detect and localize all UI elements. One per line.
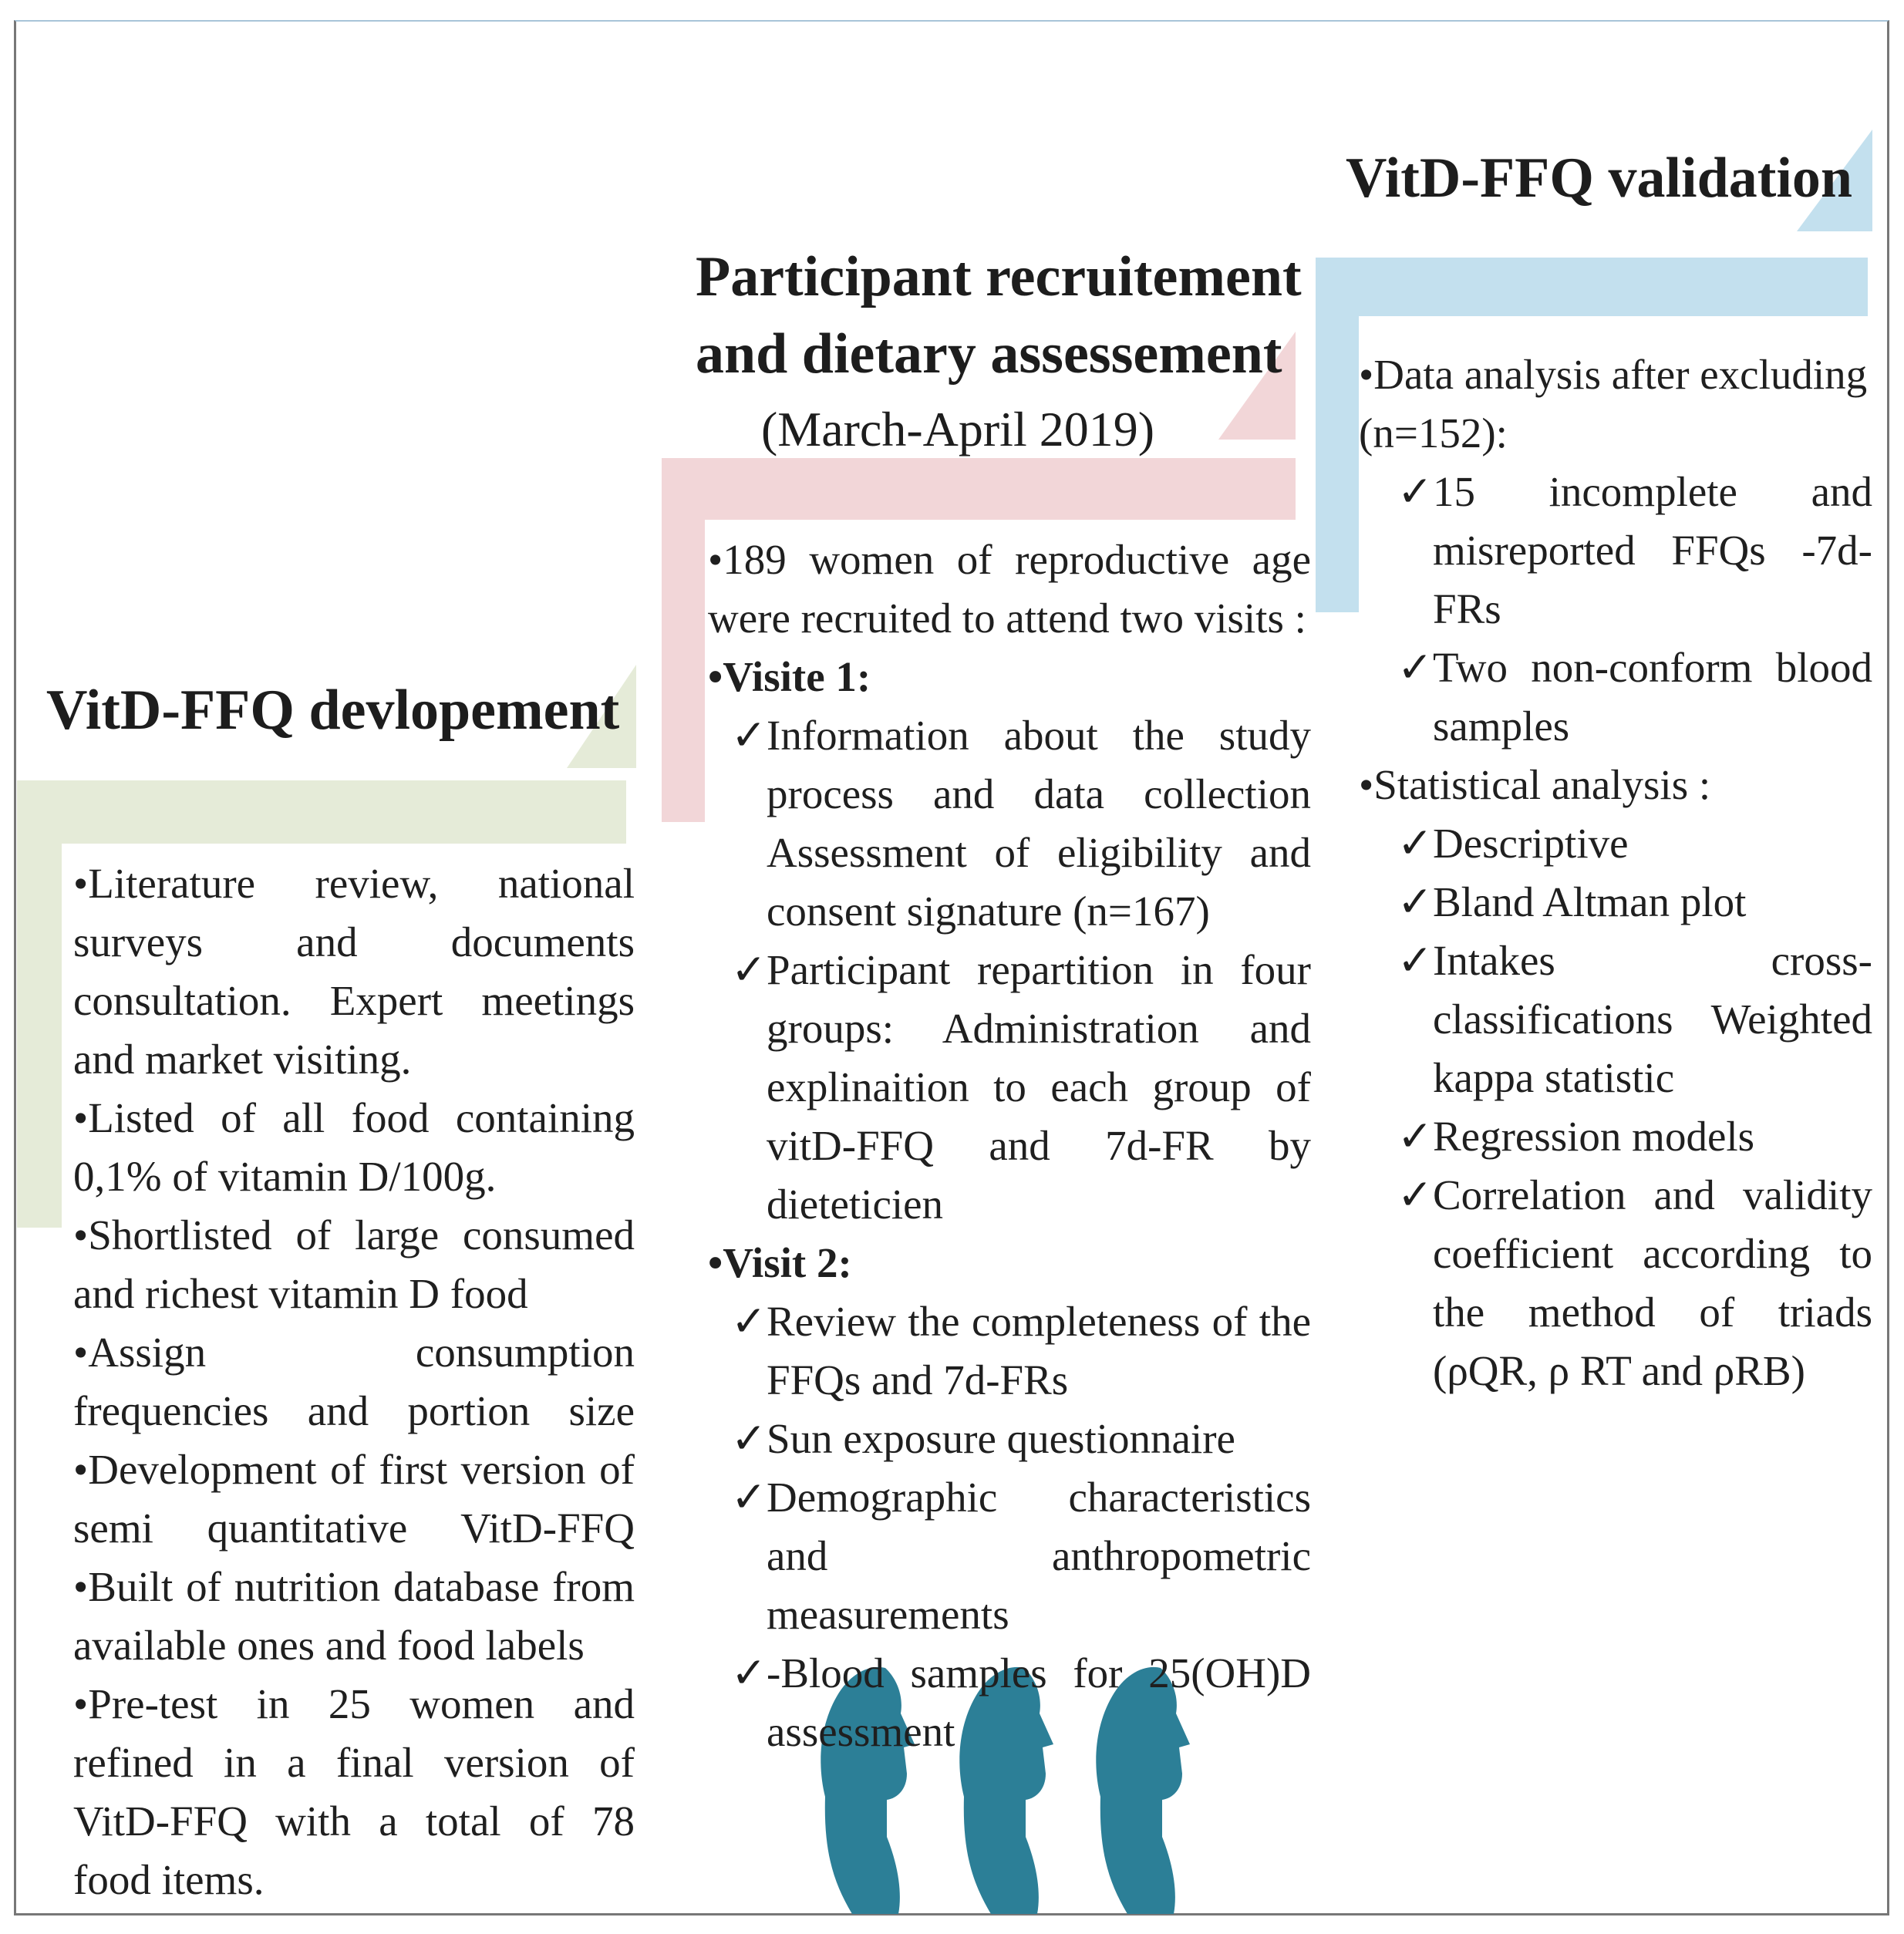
check-icon: ✓ bbox=[1397, 878, 1434, 925]
check-icon: ✓ bbox=[1397, 644, 1434, 691]
stats-item-1 bbox=[1397, 814, 1872, 873]
stats-item-1-text: Descriptive bbox=[1433, 820, 1629, 867]
check-icon: ✓ bbox=[731, 1298, 767, 1345]
visit1-item-1-text: Information about the study process and data collection Assessment of eligibility and consent signature (n=167) bbox=[767, 712, 1311, 935]
step2-subtitle: (March-April 2019) bbox=[760, 402, 1155, 457]
stats-item-3 bbox=[1397, 932, 1872, 1107]
check-icon: ✓ bbox=[731, 712, 767, 759]
data-item-1 bbox=[1397, 463, 1872, 638]
visit2-item-1-text: Review the completeness of the FFQs and 7d-FRs bbox=[767, 1298, 1311, 1403]
step1-item-1: •Literature review, national surveys and documents consultation. Expert meetings and market visiting. bbox=[73, 860, 635, 1083]
visit1-item-1 bbox=[731, 706, 1311, 941]
visit2-item-4-text: -Blood samples for 25(OH)D assessment bbox=[767, 1649, 1311, 1755]
visit2-label: •Visit 2: bbox=[708, 1239, 852, 1286]
data-item-1-text: 15 incomplete and misreported FFQs -7d-FRs bbox=[1433, 468, 1872, 632]
blue-step-band-horizontal bbox=[1316, 258, 1868, 316]
visit2-item-2 bbox=[731, 1410, 1311, 1468]
visit2-item-3-text: Demographic characteristics and anthropometric measurements bbox=[767, 1474, 1311, 1638]
step2-title-line2: and dietary assessement bbox=[696, 322, 1282, 386]
visit2-item-2-text: Sun exposure questionnaire bbox=[767, 1415, 1235, 1462]
step2-intro: •189 women of reproductive age were recruited to attend two visits : bbox=[708, 536, 1311, 642]
statistical-analysis-label: •Statistical analysis : bbox=[1359, 761, 1711, 808]
blue-step-band-vertical bbox=[1316, 258, 1359, 612]
step3-list bbox=[1359, 345, 1872, 1400]
stats-item-4 bbox=[1397, 1107, 1872, 1166]
stats-item-5-text: Correlation and validity coefficient according to the method of triads (ρQR, ρ RT and ρRB) bbox=[1433, 1171, 1872, 1394]
step1-list bbox=[73, 854, 635, 1909]
step1-item-3: •Shortlisted of large consumed and richest vitamin D food bbox=[73, 1211, 635, 1317]
step2-title-line1: Participant recruitement bbox=[696, 245, 1302, 308]
data-item-2 bbox=[1397, 638, 1872, 756]
check-icon: ✓ bbox=[1397, 468, 1434, 515]
visit1-item-2 bbox=[731, 941, 1311, 1234]
check-icon: ✓ bbox=[1397, 1171, 1434, 1218]
stats-item-4-text: Regression models bbox=[1433, 1113, 1755, 1160]
step1-item-4: •Assign consumption frequencies and portion size •Development of first version of semi quantitative VitD-FFQ •Built of nutrition database from available ones and food labels bbox=[73, 1329, 635, 1669]
stats-item-2-text: Bland Altman plot bbox=[1433, 878, 1747, 925]
data-analysis-label: •Data analysis after excluding (n=152): bbox=[1359, 351, 1868, 457]
check-icon: ✓ bbox=[1397, 1113, 1434, 1160]
stats-item-3-text: Intakes cross-classifications Weighted kappa statistic bbox=[1433, 937, 1872, 1101]
visit2-item-1 bbox=[731, 1292, 1311, 1410]
data-item-2-text: Two non-conform blood samples bbox=[1433, 644, 1872, 750]
check-icon: ✓ bbox=[731, 946, 767, 993]
step2-list bbox=[708, 531, 1311, 1761]
pink-step-band-horizontal bbox=[662, 458, 1296, 520]
visit1-item-2-text: Participant repartition in four groups: Administration and explinaition to each group of vitD-FFQ and 7d-FR by dieteticien bbox=[767, 946, 1311, 1228]
step1-title: VitD-FFQ devlopement bbox=[46, 679, 620, 742]
stats-item-5 bbox=[1397, 1166, 1872, 1400]
green-step-band-vertical bbox=[17, 780, 62, 1228]
visit2-item-3 bbox=[731, 1468, 1311, 1644]
visit1-label: •Visite 1: bbox=[708, 653, 871, 700]
green-step-band-horizontal bbox=[17, 780, 626, 844]
stats-item-2 bbox=[1397, 873, 1872, 932]
step1-item-2: •Listed of all food containing 0,1% of vitamin D/100g. bbox=[73, 1094, 635, 1200]
check-icon: ✓ bbox=[731, 1649, 767, 1696]
visit2-item-4 bbox=[731, 1644, 1311, 1761]
pink-step-band-vertical bbox=[662, 458, 705, 822]
step3-title: VitD-FFQ validation bbox=[1346, 147, 1853, 210]
check-icon: ✓ bbox=[1397, 820, 1434, 867]
check-icon: ✓ bbox=[1397, 937, 1434, 984]
check-icon: ✓ bbox=[731, 1474, 767, 1521]
check-icon: ✓ bbox=[731, 1415, 767, 1462]
step1-item-5: •Pre-test in 25 women and refined in a final version of VitD-FFQ with a total of 78 food items. bbox=[73, 1680, 635, 1903]
